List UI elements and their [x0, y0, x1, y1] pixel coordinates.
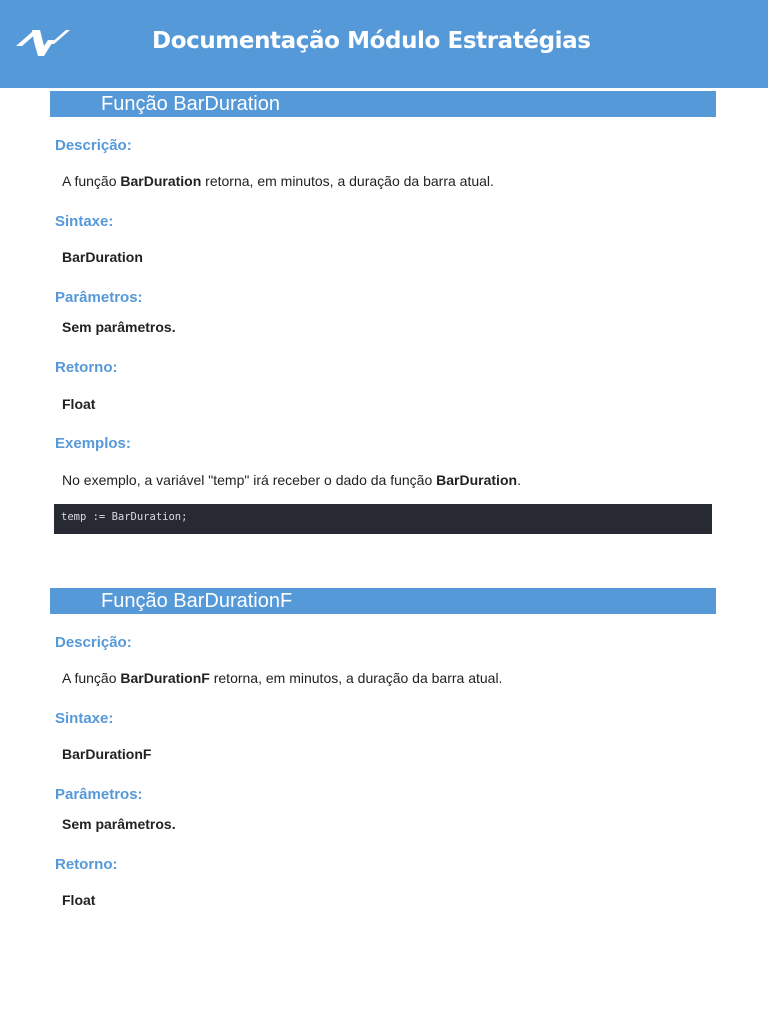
- parametros-label: Parâmetros:: [55, 289, 143, 306]
- exemplos-label: Exemplos:: [55, 435, 131, 452]
- function-title: Função BarDuration: [101, 93, 280, 115]
- retorno-label: Retorno:: [55, 856, 118, 873]
- descricao-label: Descrição:: [55, 634, 132, 651]
- parametros-value: Sem parâmetros.: [62, 319, 176, 335]
- exemplo-text: [62, 472, 521, 488]
- retorno-value: Float: [62, 396, 96, 412]
- function-title: Função BarDurationF: [101, 590, 293, 612]
- function-title-banner: [50, 91, 716, 117]
- retorno-value: Float: [62, 892, 96, 908]
- exemplo-pre: No exemplo, a variável "temp" irá receber o dado da função: [62, 472, 437, 488]
- code-example-text: temp := BarDuration;: [61, 511, 188, 523]
- descricao-label: Descrição:: [55, 137, 132, 154]
- descricao-post: retorna, em minutos, a duração da barra atual.: [209, 670, 503, 686]
- descricao-pre: A função: [62, 173, 121, 189]
- sintaxe-value: BarDuration: [62, 249, 143, 265]
- nelogica-logo-icon: [14, 22, 70, 62]
- function-title-banner: [50, 588, 716, 614]
- document-header: [0, 0, 768, 88]
- descricao-text: [62, 173, 494, 189]
- descricao-text: [62, 670, 502, 686]
- code-example-block: [54, 504, 712, 534]
- descricao-function-name: BarDuration: [120, 173, 202, 189]
- retorno-label: Retorno:: [55, 359, 118, 376]
- sintaxe-value: BarDurationF: [62, 746, 152, 762]
- descricao-post: retorna, em minutos, a duração da barra atual.: [201, 173, 494, 189]
- descricao-pre: A função: [62, 670, 121, 686]
- parametros-value: Sem parâmetros.: [62, 816, 176, 832]
- sintaxe-label: Sintaxe:: [55, 213, 114, 230]
- sintaxe-label: Sintaxe:: [55, 710, 114, 727]
- exemplo-function-name: BarDuration: [436, 472, 518, 488]
- exemplo-post: .: [517, 472, 521, 488]
- descricao-function-name: BarDurationF: [120, 670, 210, 686]
- parametros-label: Parâmetros:: [55, 786, 143, 803]
- document-title: Documentação Módulo Estratégias: [152, 28, 591, 54]
